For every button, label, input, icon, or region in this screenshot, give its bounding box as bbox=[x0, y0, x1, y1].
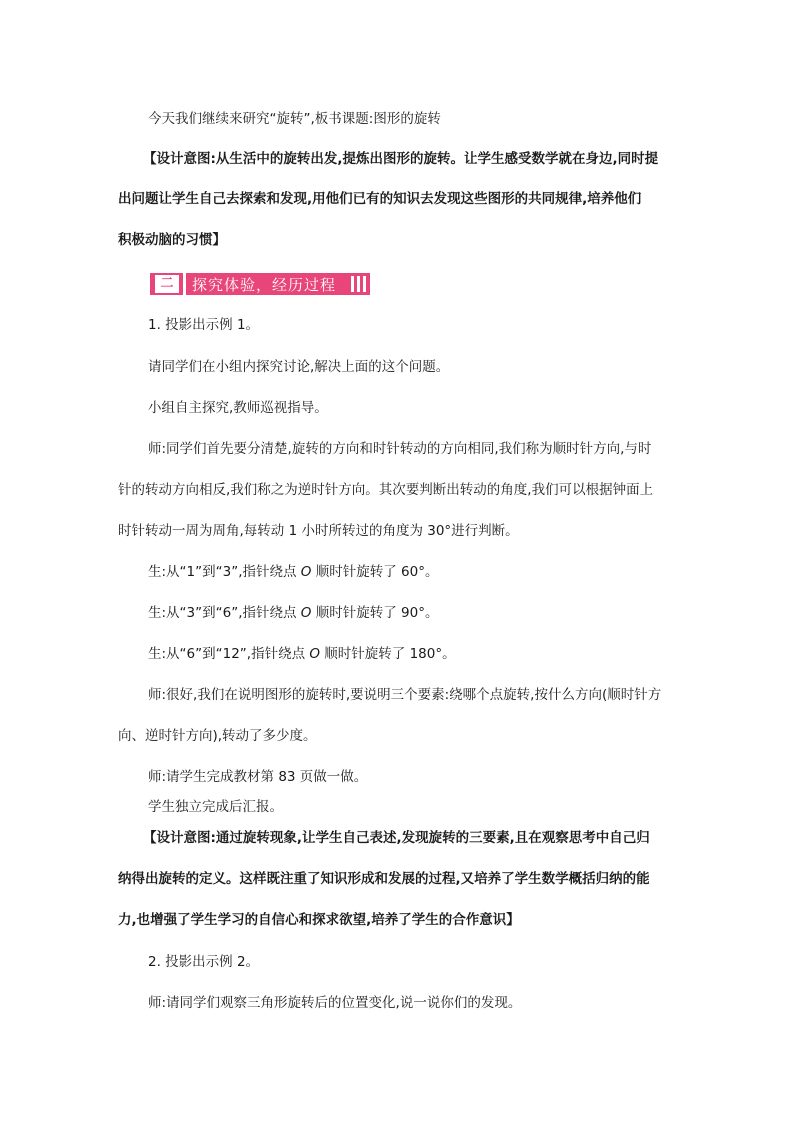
teacher-line: 向、逆时针方向),转动了多少度。 bbox=[118, 728, 317, 744]
section-number: 二 bbox=[155, 275, 179, 293]
step-heading: 1. 投影出示例 1。 bbox=[148, 317, 260, 333]
student-line: 生:从“1”到“3”,指针绕点 O 顺时针旋转了 60°。 bbox=[148, 564, 439, 580]
teacher-line: 师:请同学们观察三角形旋转后的位置变化,说一说你们的发现。 bbox=[148, 995, 522, 1011]
student-line: 生:从“3”到“6”,指针绕点 O 顺时针旋转了 90°。 bbox=[148, 605, 439, 621]
paragraph: 小组自主探究,教师巡视指导。 bbox=[148, 400, 328, 416]
design-intent-line: 纳得出旋转的定义。这样既注重了知识形成和发展的过程,又培养了学生数学概括归纳的能 bbox=[118, 871, 650, 887]
paragraph: 学生独立完成后汇报。 bbox=[148, 799, 283, 815]
teacher-line: 师:请学生完成教材第 83 页做一做。 bbox=[148, 769, 368, 785]
teacher-line: 针的转动方向相反,我们称之为逆时针方向。其次要判断出转动的角度,我们可以根据钟面上 bbox=[118, 482, 654, 498]
step-heading: 2. 投影出示例 2。 bbox=[148, 954, 260, 970]
paragraph: 请同学们在小组内探究讨论,解决上面的这个问题。 bbox=[148, 359, 450, 375]
design-intent-line: 积极动脑的习惯】 bbox=[118, 232, 226, 248]
banner-stripes bbox=[351, 276, 366, 292]
design-intent-line: 力,也增强了学生学习的自信心和探求欲望,培养了学生的合作意识】 bbox=[118, 912, 520, 928]
design-intent-line: 【设计意图:从生活中的旋转出发,提炼出图形的旋转。让学生感受数学就在身边,同时提 bbox=[143, 151, 659, 167]
design-intent-line: 【设计意图:通过旋转现象,让学生自己表述,发现旋转的三要素,且在观察思考中自己归 bbox=[143, 830, 650, 846]
teacher-line: 师:很好,我们在说明图形的旋转时,要说明三个要素:绕哪个点旋转,按什么方向(顺时针方 bbox=[148, 687, 662, 703]
paragraph: 今天我们继续来研究“旋转”,板书课题:图形的旋转 bbox=[148, 111, 441, 127]
design-intent-line: 出问题让学生自己去探索和发现,用他们已有的知识去发现这些图形的共同规律,培养他们 bbox=[118, 191, 642, 207]
section-title: 探究体验，经历过程 bbox=[192, 275, 337, 294]
teacher-line: 时针转动一周为周角,每转动 1 小时所转过的角度为 30°进行判断。 bbox=[118, 523, 519, 539]
section-banner bbox=[150, 273, 370, 295]
teacher-line: 师:同学们首先要分清楚,旋转的方向和时针转动的方向相同,我们称为顺时针方向,与时 bbox=[148, 441, 652, 457]
banner-divider bbox=[183, 273, 186, 295]
student-line: 生:从“6”到“12”,指针绕点 O 顺时针旋转了 180°。 bbox=[148, 646, 456, 662]
